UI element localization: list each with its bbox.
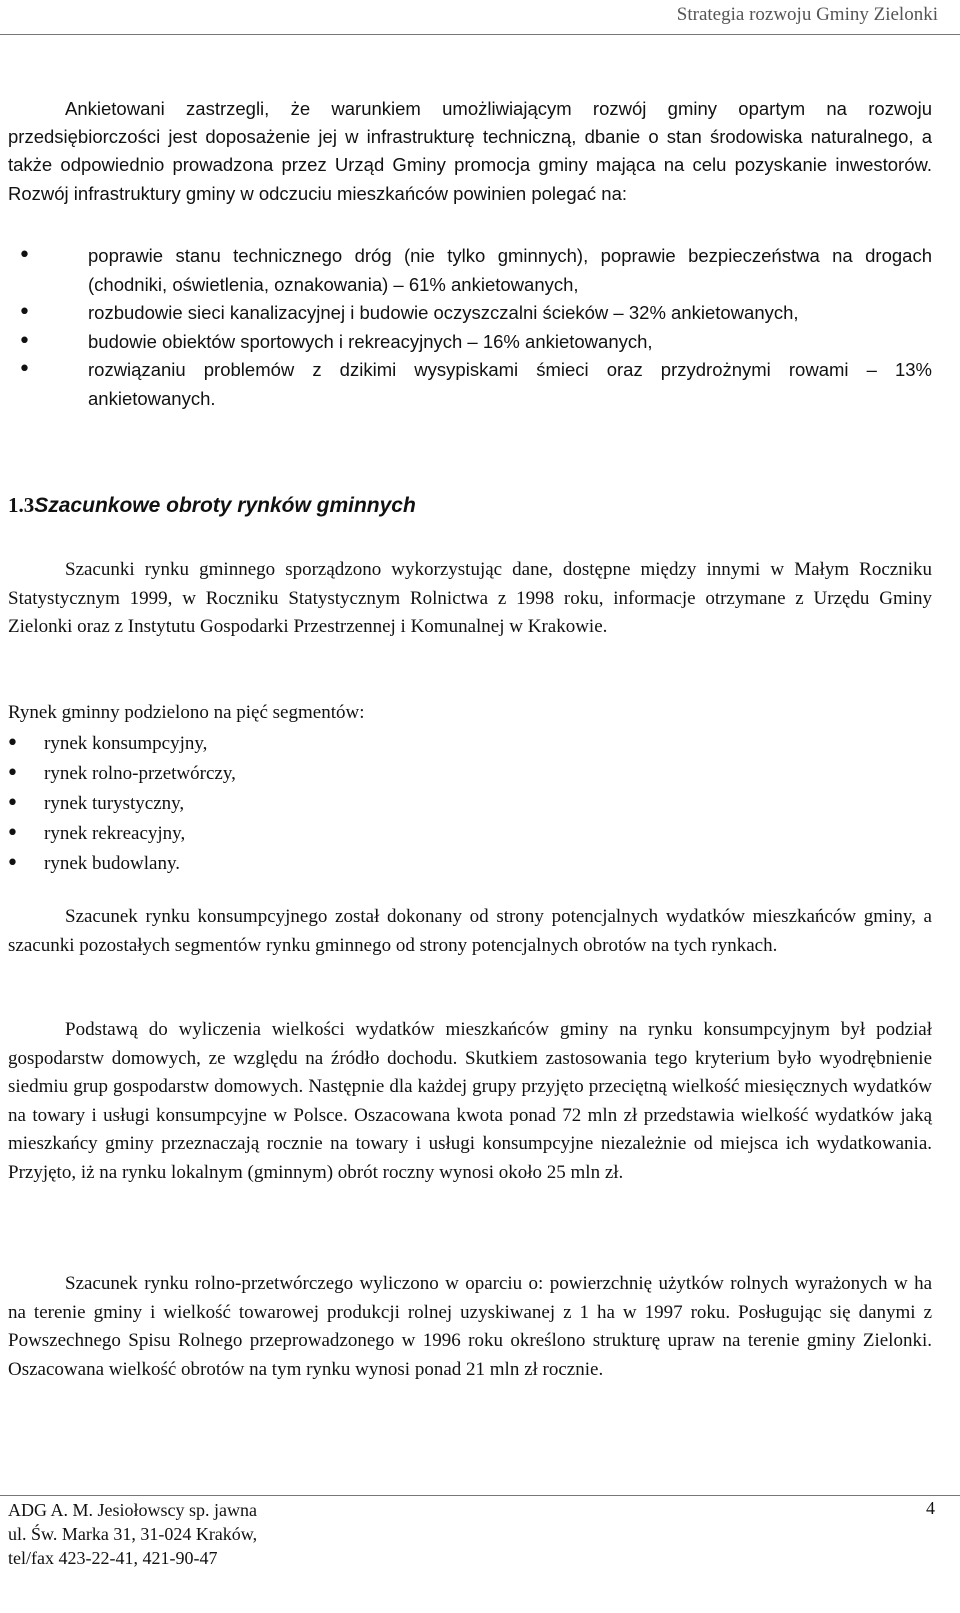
list-item: • rynek rekreacyjny,	[44, 819, 932, 849]
list-item: • rynek turystyczny,	[44, 789, 932, 819]
paragraph-sources: Szacunki rynku gminnego sporządzono wykorzystując dane, dostępne między innymi w Małym Roczniku Statystycznym 1999, w Roczniku Statystycznym Rolnictwa z 1998 roku, informacje otrzymane z Urzędu Gminy Zielonki oraz z Instytutu Gospodarki Przestrzennej i Komunalnej w Krakowie.	[8, 559, 932, 637]
section-number: 1.3	[8, 493, 35, 517]
list-item: • rynek konsumpcyjny,	[44, 729, 932, 759]
section-heading	[8, 493, 416, 518]
page-number: 4	[926, 1498, 935, 1518]
list-item: • rozbudowie sieci kanalizacyjnej i budowie oczyszczalni ścieków – 32% ankietowanych,	[88, 299, 932, 328]
list-item: • rynek budowlany.	[44, 849, 932, 879]
list-item: • poprawie stanu technicznego dróg (nie tylko gminnych), poprawie bezpieczeństwa na drogach (chodniki, oświetlenia, oznakowania) – 61% ankietowanych,	[88, 242, 932, 299]
footer-company: ADG A. M. Jesiołowscy sp. jawna	[8, 1500, 257, 1520]
list-item: • rozwiązaniu problemów z dzikimi wysypiskami śmieci oraz przydrożnymi rowami – 13% ankietowanych.	[88, 356, 932, 413]
page-header	[0, 0, 960, 35]
footer-address-block	[8, 1498, 257, 1570]
footer-phone: tel/fax 423-22-41, 421-90-47	[8, 1548, 218, 1568]
segments-intro: Rynek gminny podzielono na pięć segmentów:	[8, 702, 365, 723]
infrastructure-list	[88, 242, 932, 413]
list-item: • budowie obiektów sportowych i rekreacyjnych – 16% ankietowanych,	[88, 328, 932, 357]
paragraph-agricultural: Szacunek rynku rolno-przetwórczego wyliczono w oparciu o: powierzchnię użytków rolnych wyrażonych w ha na terenie gminy i wielkość towarowej produkcji rolnej uzyskiwanej z 1 ha w 1997 roku. Posługując się danymi z Powszechnego Spisu Rolnego przeprowadzonego w 1996 roku określono strukturę upraw na terenie gminy Zielonki. Oszacowana wielkość obrotów na tym rynku wynosi ponad 21 mln zł rocznie.	[8, 1273, 932, 1380]
footer-address: ul. Św. Marka 31, 31-024 Kraków,	[8, 1524, 258, 1544]
header-title: Strategia rozwoju Gminy Zielonki	[676, 4, 938, 25]
paragraph-estimate: Szacunek rynku konsumpcyjnego został dokonany od strony potencjalnych wydatków mieszkańców gminy, a szacunki pozostałych segmentów rynku gminnego od strony potencjalnych obrotów na tych rynkach.	[8, 906, 932, 956]
segments-list	[44, 729, 932, 879]
list-item: • rynek rolno-przetwórczy,	[44, 759, 932, 789]
page-footer	[0, 1495, 960, 1568]
section-title: Szacunkowe obroty rynków gminnych	[34, 494, 416, 517]
intro-paragraph: Ankietowani zastrzegli, że warunkiem umożliwiającym rozwój gminy opartym na rozwoju przedsiębiorczości jest doposażenie jej w infrastrukturę techniczną, dbanie o stan środowiska naturalnego, a także odpowiednio prowadzona przez Urząd Gminy promocja gminy mająca na celu pozyskanie inwestorów. Rozwój infrastruktury gminy w odczuciu mieszkańców powinien polegać na:	[8, 98, 932, 204]
paragraph-basis: Podstawą do wyliczenia wielkości wydatków mieszkańców gminy na rynku konsumpcyjnym był podział gospodarstw domowych, ze względu na źródło dochodu. Skutkiem zastosowania tego kryterium było wyodrębnienie siedmiu grup gospodarstw domowych. Następnie dla każdej grupy przyjęto przeciętną wielkość miesięcznych wydatków na towary i usługi konsumpcyjne w Polsce. Oszacowana kwota ponad 72 mln zł przedstawia wielkość wydatków jaką mieszkańcy gminy przeznaczają rocznie na towary i usługi konsumpcyjne niezależnie od miejsca ich wydatkowania. Przyjęto, iż na rynku lokalnym (gminnym) obrót roczny wynosi około 25 mln zł.	[8, 1019, 932, 1183]
